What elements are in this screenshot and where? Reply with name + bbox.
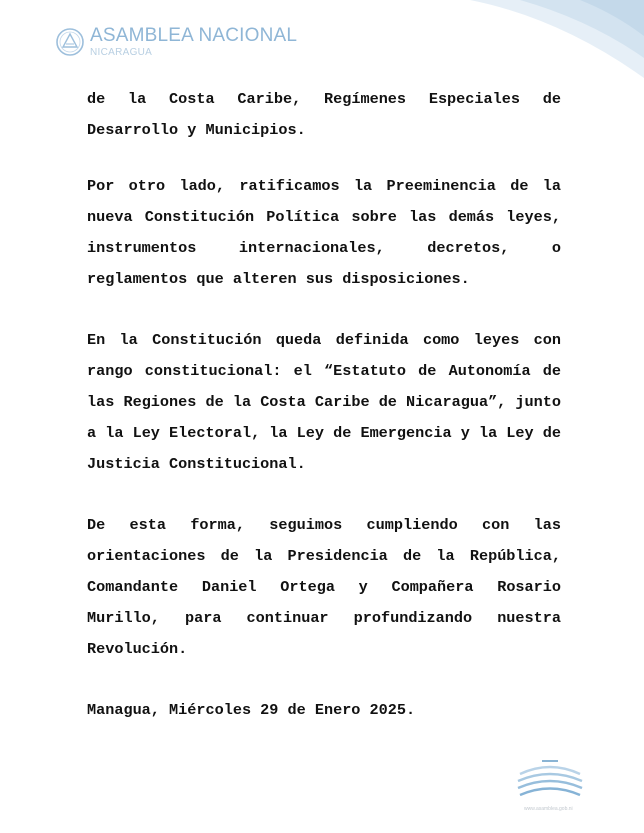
national-assembly-emblem-icon xyxy=(56,28,84,56)
document-body xyxy=(87,84,561,726)
footer-url: www.asamblea.gob.ni xyxy=(524,806,573,812)
brand-block xyxy=(90,26,297,58)
paragraph-2: Por otro lado, ratificamos la Preeminencia de la nueva Constitución Política sobre las demás leyes, instrumentos internacionales, decretos, o reglamentos que alteren sus disposiciones. xyxy=(87,177,561,288)
letterhead xyxy=(56,26,297,58)
date-signoff: Managua, Miércoles 29 de Enero 2025. xyxy=(87,701,416,719)
brand-title: ASAMBLEA NACIONAL xyxy=(90,25,298,46)
assembly-chamber-logo-icon xyxy=(514,758,586,804)
paragraph-4: De esta forma, seguimos cumpliendo con las orientaciones de la Presidencia de la República, Comandante Daniel Ortega y Compañera Rosario Murillo, para continuar profundizando nuestra Revolución. xyxy=(87,516,561,658)
paragraph-1: de la Costa Caribe, Regímenes Especiales de Desarrollo y Municipios. xyxy=(87,90,561,139)
brand-subtitle: NICARAGUA xyxy=(90,47,153,58)
paragraph-3: En la Constitución queda definida como leyes con rango constitucional: el “Estatuto de Autonomía de las Regiones de la Costa Caribe de Nicaragua”, junto a la Ley Electoral, la Ley de Emergencia y la Ley de Justicia Constitucional. xyxy=(87,331,561,473)
